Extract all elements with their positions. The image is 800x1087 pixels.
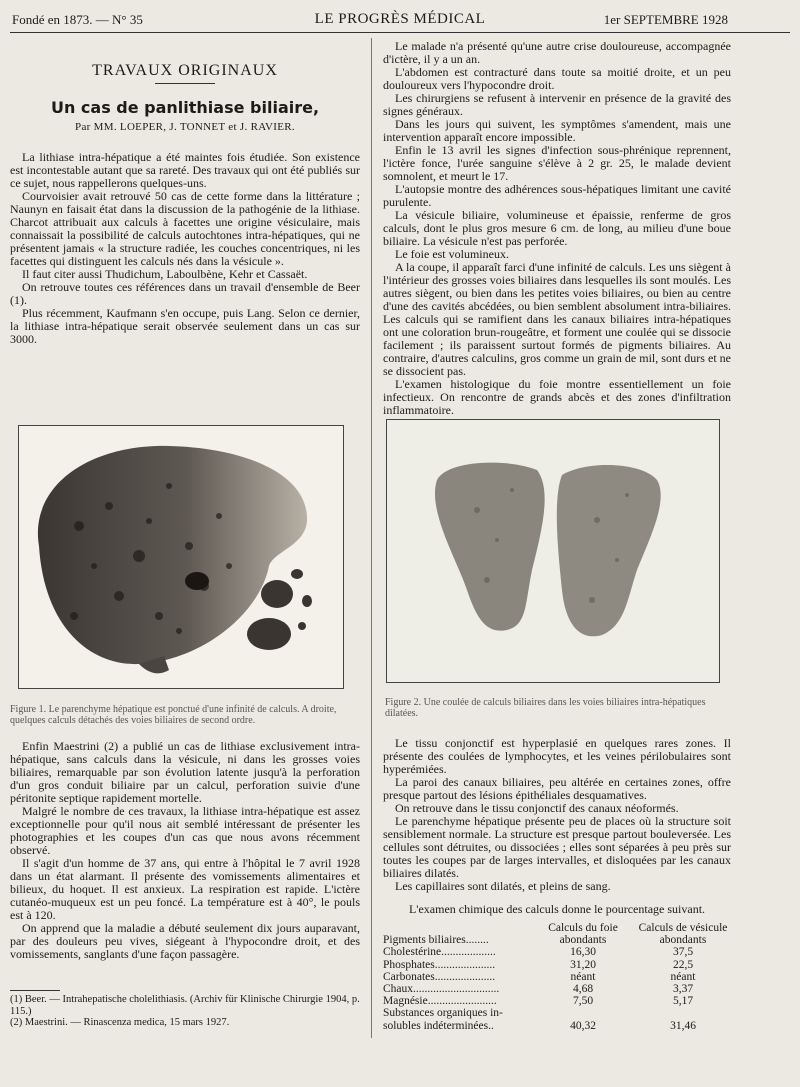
running-head (10, 10, 790, 30)
row-label: Chaux.............................. (383, 983, 500, 996)
figure-2-caption: Figure 2. Une coulée de calculs biliaires dans les voies biliaires intra-hépatiques dilatées. (385, 697, 706, 719)
journal-name: LE PROGRÈS MÉDICAL (314, 11, 486, 27)
running-head-left: Fondé en 1873. — N° 35 (12, 12, 143, 27)
right-column-top (383, 40, 731, 417)
paragraph: Plus récemment, Kaufmann s'en occupe, puis Lang. Selon ce dernier, la lithiase intra-hépatique serait observée seulement dans un cas sur 3000. (10, 306, 360, 346)
figure-1-caption: Figure 1. Le parenchyme hépatique est ponctué d'une infinité de calculs. A droite, quelques calculs détachés des voies biliaires de second ordre. (10, 704, 337, 726)
table-row (383, 1020, 733, 1032)
issue-date: 1er SEPTEMBRE 1928 (603, 12, 728, 27)
paragraph: Courvoisier avait retrouvé 50 cas de cette forme dans la littérature ; Naunyn en faisait état dans la discussion de la pathogénie de la lithiase. Charcot attribuait aux calculs à facettes une origine vésiculaire, mais connaissait la possibilité de calculs autochtones intra-hépatiques, qui ne présentent jamais « la structure radiée, les couches concentriques, ni les facettes qui distinguent les calculs nés dans la vésicule ». (10, 189, 360, 268)
figure-1-liver-photo (18, 425, 344, 689)
figure-2-calculi-photo (386, 419, 720, 683)
value-foie: 40,32 (570, 1019, 596, 1032)
value-vesicule: néant (670, 970, 696, 983)
right-column-bottom (383, 737, 731, 1032)
paragraph: Le foie est volumineux. (395, 247, 509, 261)
paragraph: L'examen histologique du foie montre essentiellement un foie infectieux. On rencontre de grands abcès et des zones d'infiltration inflammatoire. (383, 377, 731, 417)
paragraph: Le malade n'a présenté qu'une autre crise douloureuse, accompagnée d'ictère, il y a un an. (383, 39, 731, 66)
paragraph: Il faut citer aussi Thudichum, Laboulbène, Kehr et Cassaët. (22, 267, 308, 281)
footnote: (2) Maestrini. — Rinascenza medica, 15 mars 1927. (10, 1017, 230, 1028)
value-vesicule: 37,5 (672, 946, 694, 959)
calculi-cast-image (387, 420, 719, 682)
chem-header-row (383, 922, 733, 934)
article-title: Un cas de panlithiase biliaire, (50, 98, 320, 117)
row-label: Carbonates..................... (383, 970, 496, 983)
paragraph: A la coupe, il apparaît farci d'une infinité de calculs. Les uns siègent à l'intérieur des grosses voies biliaires dans lesquelles ils sont moulés. Les autres siègent, ou bien dans les petites voies biliaires, ou bien au centre d'une des cavités abcédées, ou bien semblent absolument intra-biliaires. Les calculs qui se ramifient dans les canaux biliaires intra-hépatiques ont une coloration brun-rougeâtre, et forment une coulée qui se dissocie facilement ; ils paraissent surtout formés de pigments biliaires. Au contraire, d'autres calculins, gros comme un grain de mil, sont durs et ne se dissocient pas. (383, 260, 731, 378)
paragraph: Il s'agit d'un homme de 37 ans, qui entre à l'hôpital le 7 avril 1928 dans un état alarmant. Il présente des vomissements alimentaires et bilieux, du hoquet. Il est anxieux. La respiration est rapide. L'ictère cutanéo-muqueux est un peu foncé. La température est à 40°, le pouls est à 120. (10, 856, 360, 922)
value-vesicule: 31,46 (670, 1019, 696, 1032)
value-foie: 7,50 (572, 995, 594, 1008)
chem-table (383, 922, 733, 1032)
value-vesicule: 3,37 (672, 983, 694, 996)
col-header-vesicule: Calculs de vésicule (638, 922, 728, 934)
paragraph: Enfin Maestrini (2) a publié un cas de lithiase exclusivement intra-hépatique, sans calculs dans la vésicule, ni dans les grosses voies biliaires, remarquable par son évolution latente jusqu'à la perforation d'un gros conduit biliaire par un calcul, perforation suivie d'une péritonite septique rapidement mortelle. (10, 739, 360, 805)
value-foie: néant (570, 970, 596, 983)
table-row (383, 1007, 733, 1019)
column-divider (371, 38, 372, 1038)
paragraph: La lithiase intra-hépatique a été maintes fois étudiée. Son existence est incontestable autant que sa rareté. Des travaux qui ont été publiés sur ce sujet, nous rappellerons quelques-uns. (10, 150, 360, 190)
liver-section-image (19, 426, 343, 688)
row-label: Substances organiques in- (383, 1007, 503, 1020)
paragraph: Les chirurgiens se refusent à intervenir en présence de la gravité des signes généraux. (383, 91, 731, 118)
table-row (383, 934, 733, 946)
paragraph: La vésicule biliaire, volumineuse et épaissie, renferme de gros calculs, dont le plus gros mesure 6 cm. de long, au milieu d'une boue biliaire. La vésicule n'est pas perforée. (383, 208, 731, 248)
section-title: TRAVAUX ORIGINAUX (92, 62, 278, 79)
chem-intro: L'examen chimique des calculs donne le pourcentage suivant. (408, 902, 706, 916)
footnotes (10, 990, 360, 1029)
value-foie: 31,20 (570, 958, 596, 971)
value-vesicule: abondants (659, 934, 707, 947)
paragraph: Malgré le nombre de ces travaux, la lithiase intra-hépatique est assez exceptionnelle pour qu'il nous ait semblé intéressant de présenter les photographies et les coupes d'un cas que nous avons récemment observé. (10, 804, 360, 857)
table-row (383, 959, 733, 971)
table-row (383, 971, 733, 983)
left-column-bottom (10, 740, 360, 961)
paragraph: On apprend que la maladie a débuté seulement dix jours auparavant, par des douleurs peu vives, siégeant à l'hypocondre droit, et des vomissements, sanglants d'une façon passagère. (10, 921, 360, 961)
footnote-rule (10, 990, 60, 991)
value-foie: 4,68 (572, 983, 594, 996)
paragraph: Le tissu conjonctif est hyperplasié en quelques rares zones. Il présente des coulées de lymphocytes, et les veines périlobulaires sont hyperémiées. (383, 736, 731, 776)
table-row (383, 946, 733, 958)
paragraph: On retrouve dans le tissu conjonctif des canaux néoformés. (395, 801, 679, 815)
left-column-top (10, 40, 360, 346)
value-foie: abondants (559, 934, 607, 947)
table-row (383, 983, 733, 995)
row-label: Magnésie........................ (383, 995, 497, 1008)
article-authors: Par MM. LOEPER, J. TONNET et J. RAVIER. (75, 121, 295, 133)
row-label: Cholestérine................... (383, 946, 496, 959)
paragraph: Les capillaires sont dilatés, et pleins de sang. (395, 879, 611, 893)
paragraph: On retrouve toutes ces références dans un travail d'ensemble de Beer (1). (10, 280, 360, 307)
value-foie: 16,30 (570, 946, 596, 959)
value-vesicule (633, 1007, 733, 1019)
section-rule (155, 83, 215, 84)
row-label: solubles indéterminées.. (383, 1019, 494, 1032)
table-row (383, 995, 733, 1007)
value-foie (533, 1007, 633, 1019)
paragraph: L'autopsie montre des adhérences sous-hépatiques limitant une cavité purulente. (383, 182, 731, 209)
paragraph: L'abdomen est contracturé dans toute sa moitié droite, et un peu douloureux vers l'hypocondre droit. (383, 65, 731, 92)
row-label: Phosphates..................... (383, 958, 496, 971)
value-vesicule: 5,17 (672, 995, 694, 1008)
row-label: Pigments biliaires........ (383, 934, 489, 947)
paragraph: Dans les jours qui suivent, les symptômes s'amendent, mais une intervention apparaît encore impossible. (383, 117, 731, 144)
header-rule (10, 32, 790, 33)
paragraph: La paroi des canaux biliaires, peu altérée en certaines zones, offre presque partout des lésions épithéliales desquamatives. (383, 775, 731, 802)
footnote: (1) Beer. — Intrahepatische cholelithiasis. (Archiv für Klinische Chirurgie 1904, p. 115.) (10, 994, 360, 1017)
paragraph: Le parenchyme hépatique présente peu de places où la structure soit sensiblement normale. La structure est presque partout bouleversée. Les cellules sont détruites, ou dissociées ; elles sont séparées à peu près sur toutes les coupes par de larges intervalles, et disloquées par les canaux biliaires dilatés. (383, 814, 731, 880)
paragraph: Enfin le 13 avril les signes d'infection sous-phrénique reprennent, l'ictère fonce, l'urée sanguine s'élève à 2 gr. 25, le malade devient somnolent, et meurt le 17. (383, 143, 731, 183)
col-header-foie: Calculs du foie (548, 922, 618, 934)
value-vesicule: 22,5 (672, 958, 694, 971)
